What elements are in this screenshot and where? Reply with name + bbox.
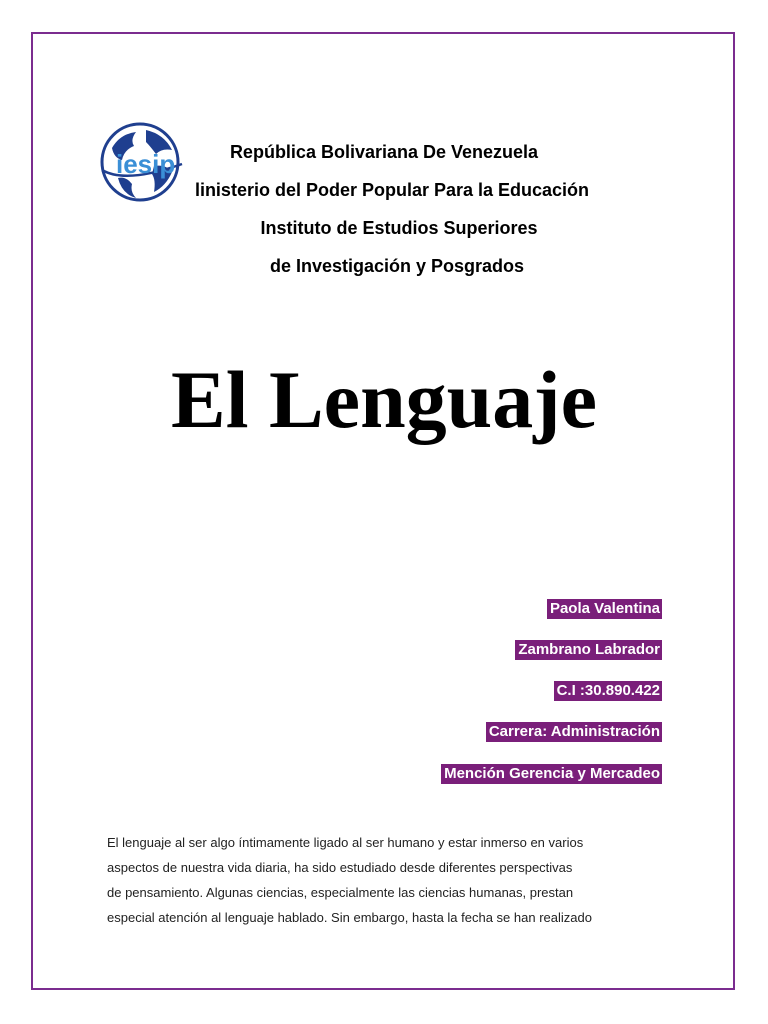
body-line: El lenguaje al ser algo íntimamente ligado al ser humano y estar inmerso en varios <box>107 835 584 850</box>
author-career: Carrera: Administración <box>486 722 662 742</box>
document-title: El Lenguaje <box>171 354 597 445</box>
body-line: especial atención al lenguaje hablado. Sin embargo, hasta la fecha se han realizado <box>107 910 592 925</box>
author-surname: Zambrano Labrador <box>515 640 662 660</box>
author-id: C.I :30.890.422 <box>554 681 662 701</box>
body-line: de pensamiento. Algunas ciencias, especialmente las ciencias humanas, prestan <box>107 885 574 900</box>
header-republic: República Bolivariana De Venezuela <box>229 142 539 162</box>
header-institute: Instituto de Estudios Superiores <box>260 218 538 238</box>
header-investigation: de Investigación y Posgrados <box>269 256 525 276</box>
author-name: Paola Valentina <box>547 599 662 619</box>
author-mention: Mención Gerencia y Mercadeo <box>441 764 662 784</box>
body-paragraph <box>107 830 667 930</box>
logo-text: iesip <box>116 149 176 179</box>
header-ministry: linisterio del Poder Popular Para la Educación <box>194 180 590 200</box>
body-line: aspectos de nuestra vida diaria, ha sido estudiado desde diferentes perspectivas <box>107 860 573 875</box>
